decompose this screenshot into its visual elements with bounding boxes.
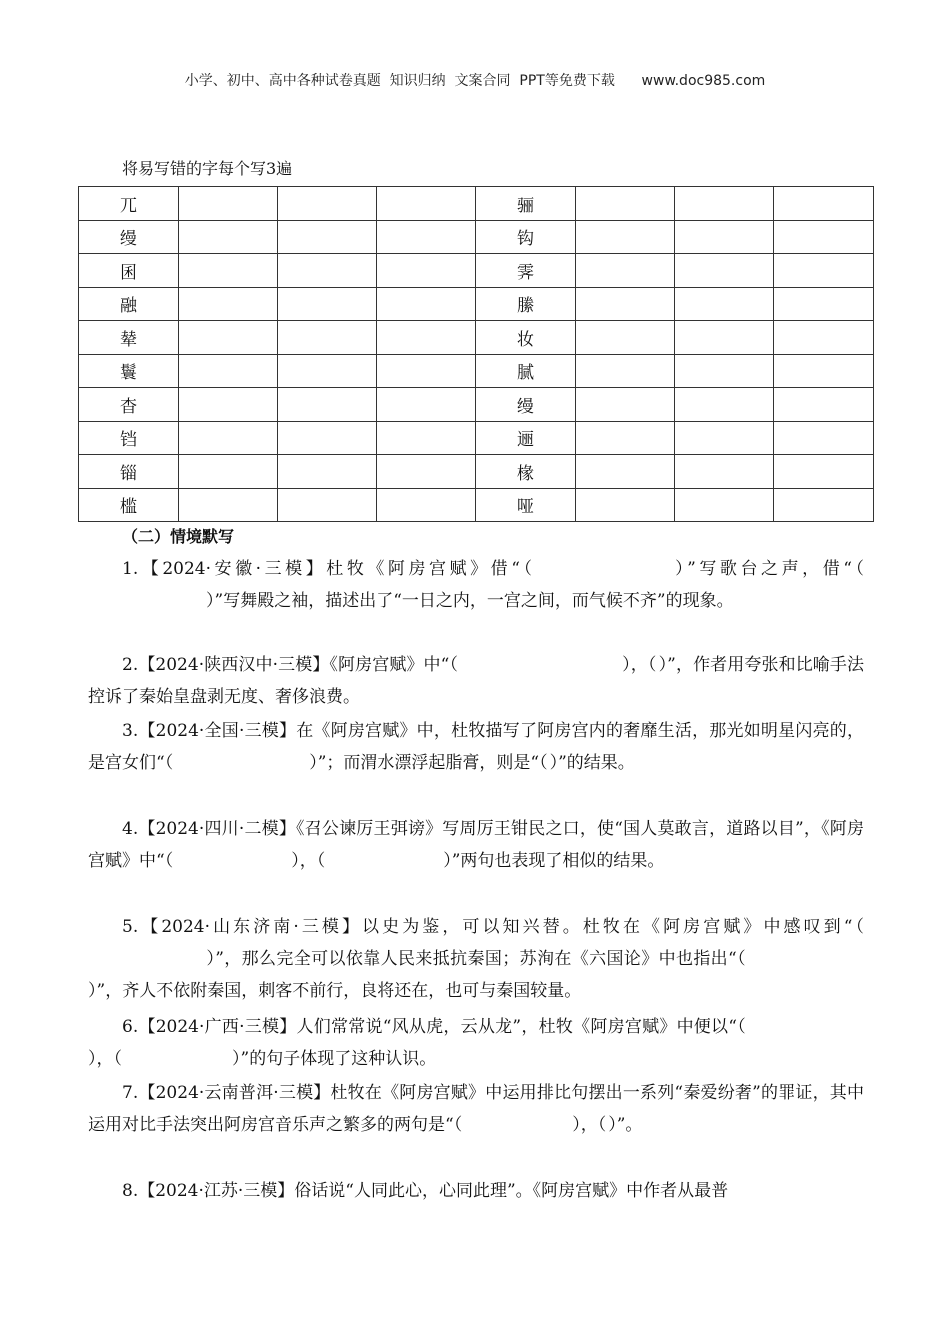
practice-cell[interactable] bbox=[774, 421, 874, 455]
table-row bbox=[79, 187, 874, 221]
table-row bbox=[79, 421, 874, 455]
practice-cell[interactable] bbox=[774, 354, 874, 388]
character-cell: 縢 bbox=[476, 287, 576, 321]
practice-cell[interactable] bbox=[179, 187, 278, 221]
question-5 bbox=[88, 911, 864, 1007]
practice-cell[interactable] bbox=[675, 187, 774, 221]
character-cell: 辇 bbox=[79, 321, 179, 355]
practice-cell[interactable] bbox=[377, 287, 476, 321]
practice-cell[interactable] bbox=[675, 287, 774, 321]
character-cell: 槛 bbox=[79, 488, 179, 522]
table-row bbox=[79, 388, 874, 422]
character-cell: 哑 bbox=[476, 488, 576, 522]
practice-cell[interactable] bbox=[179, 421, 278, 455]
character-cell: 兀 bbox=[79, 187, 179, 221]
character-cell: 缦 bbox=[476, 388, 576, 422]
instruction-text: 将易写错的字每个写3遍 bbox=[122, 159, 293, 178]
question-3 bbox=[88, 715, 864, 779]
practice-cell[interactable] bbox=[278, 421, 377, 455]
practice-cell[interactable] bbox=[774, 321, 874, 355]
character-cell: 杳 bbox=[79, 388, 179, 422]
practice-cell[interactable] bbox=[377, 220, 476, 254]
question-text: 8.【2024·江苏·三模】俗话说“人同此心，心同此理”。《阿房宫赋》中作者从最普 bbox=[122, 1181, 729, 1201]
question-text: ），（ bbox=[572, 1115, 607, 1135]
practice-cell[interactable] bbox=[774, 388, 874, 422]
section-title: （二）情境默写 bbox=[122, 527, 235, 546]
practice-table bbox=[78, 186, 874, 522]
character-cell: 腻 bbox=[476, 354, 576, 388]
practice-cell[interactable] bbox=[774, 187, 874, 221]
table-row bbox=[79, 354, 874, 388]
question-text: 3.【2024·全国·三模】在《阿房宫赋》中，杜牧描写了阿房宫内的奢靡生活，那光如明星闪亮的，是宫女们“（ bbox=[88, 721, 864, 773]
question-text: ）”写舞殿之袖，描述出了“一日之内，一宫之间，而气候不齐”的现象。 bbox=[206, 591, 734, 611]
practice-cell[interactable] bbox=[278, 388, 377, 422]
practice-cell[interactable] bbox=[179, 287, 278, 321]
character-cell: 鬟 bbox=[79, 354, 179, 388]
practice-cell[interactable] bbox=[774, 488, 874, 522]
question-text: ）”写歌台之声，借“（ bbox=[671, 559, 864, 579]
practice-cell[interactable] bbox=[179, 220, 278, 254]
practice-cell[interactable] bbox=[179, 488, 278, 522]
practice-cell[interactable] bbox=[377, 388, 476, 422]
question-7 bbox=[88, 1077, 864, 1141]
question-text: ）”；而渭水漂浮起脂膏，则是“（ bbox=[309, 753, 548, 773]
practice-cell[interactable] bbox=[774, 287, 874, 321]
practice-cell[interactable] bbox=[179, 354, 278, 388]
question-text: ）”，那么完全可以依靠人民来抵抗秦国；苏洵在《六国论》中也指出“（ bbox=[206, 949, 746, 969]
practice-cell[interactable] bbox=[377, 321, 476, 355]
practice-cell[interactable] bbox=[576, 254, 675, 288]
practice-cell[interactable] bbox=[576, 455, 675, 489]
character-cell: 钩 bbox=[476, 220, 576, 254]
practice-cell[interactable] bbox=[179, 321, 278, 355]
table-row bbox=[79, 455, 874, 489]
practice-cell[interactable] bbox=[774, 455, 874, 489]
question-text: 5.【2024·山东济南·三模】以史为鉴，可以知兴替。杜牧在《阿房宫赋》中感叹到“（ bbox=[122, 917, 864, 937]
practice-cell[interactable] bbox=[179, 388, 278, 422]
practice-cell[interactable] bbox=[675, 388, 774, 422]
practice-cell[interactable] bbox=[576, 421, 675, 455]
character-cell: 囷 bbox=[79, 254, 179, 288]
page-header: 小学、初中、高中各种试卷真题 知识归纳 文案合同 PPT等免费下载 www.doc985.com bbox=[184, 73, 766, 89]
practice-cell[interactable] bbox=[377, 354, 476, 388]
question-text: ）”的结果。 bbox=[549, 753, 635, 773]
practice-cell[interactable] bbox=[774, 254, 874, 288]
practice-cell[interactable] bbox=[774, 220, 874, 254]
table-row bbox=[79, 220, 874, 254]
practice-cell[interactable] bbox=[278, 220, 377, 254]
practice-cell[interactable] bbox=[179, 254, 278, 288]
practice-cell[interactable] bbox=[377, 455, 476, 489]
character-cell: 缦 bbox=[79, 220, 179, 254]
practice-cell[interactable] bbox=[278, 488, 377, 522]
character-cell: 逦 bbox=[476, 421, 576, 455]
character-cell: 妆 bbox=[476, 321, 576, 355]
practice-cell[interactable] bbox=[675, 421, 774, 455]
practice-cell[interactable] bbox=[576, 220, 675, 254]
question-1 bbox=[88, 553, 864, 617]
practice-cell[interactable] bbox=[278, 321, 377, 355]
practice-cell[interactable] bbox=[278, 354, 377, 388]
practice-cell[interactable] bbox=[675, 254, 774, 288]
question-text: ），（ bbox=[88, 1049, 122, 1069]
practice-cell[interactable] bbox=[278, 254, 377, 288]
question-text: 4.【2024·四川·二模】《召公谏厉王弭谤》写周厉王钳民之口，使“国人莫敢言，道路以目”，《阿房宫赋》中“（ bbox=[88, 819, 864, 871]
question-text: ）”两句也表现了相似的结果。 bbox=[443, 851, 665, 871]
practice-cell[interactable] bbox=[576, 187, 675, 221]
table-row bbox=[79, 321, 874, 355]
practice-cell[interactable] bbox=[278, 455, 377, 489]
practice-cell[interactable] bbox=[675, 220, 774, 254]
practice-cell[interactable] bbox=[278, 287, 377, 321]
practice-cell[interactable] bbox=[278, 187, 377, 221]
question-text: 6.【2024·广西·三模】人们常常说“风从虎，云从龙”，杜牧《阿房宫赋》中便以“（ bbox=[122, 1017, 746, 1037]
practice-cell[interactable] bbox=[377, 488, 476, 522]
character-cell: 骊 bbox=[476, 187, 576, 221]
table-row bbox=[79, 488, 874, 522]
practice-cell[interactable] bbox=[377, 421, 476, 455]
question-text: ），（ bbox=[291, 851, 326, 871]
practice-cell[interactable] bbox=[675, 455, 774, 489]
question-2 bbox=[88, 649, 864, 713]
question-text: ）”。 bbox=[608, 1115, 643, 1135]
question-text: ）”的句子体现了这种认识。 bbox=[232, 1049, 437, 1069]
character-cell: 铛 bbox=[79, 421, 179, 455]
practice-cell[interactable] bbox=[576, 287, 675, 321]
practice-cell[interactable] bbox=[576, 321, 675, 355]
practice-cell[interactable] bbox=[576, 354, 675, 388]
practice-cell[interactable] bbox=[377, 254, 476, 288]
practice-cell[interactable] bbox=[675, 321, 774, 355]
question-text: 2.【2024·陕西汉中·三模】《阿房宫赋》中“（ bbox=[122, 655, 459, 675]
table-row bbox=[79, 287, 874, 321]
question-text: ）”，作者用夸张和比喻手法控诉了秦始皇盘剥无度、奢侈浪费。 bbox=[88, 655, 864, 707]
question-text: ）”，齐人不依附秦国，刺客不前行，良将还在，也可与秦国较量。 bbox=[88, 981, 582, 1001]
practice-cell[interactable] bbox=[675, 488, 774, 522]
practice-cell[interactable] bbox=[675, 354, 774, 388]
character-cell: 融 bbox=[79, 287, 179, 321]
question-8 bbox=[88, 1175, 864, 1207]
table-row bbox=[79, 254, 874, 288]
question-6 bbox=[88, 1011, 864, 1075]
question-text: 1.【2024·安徽·三模】杜牧《阿房宫赋》借“（ bbox=[122, 559, 536, 579]
question-text: 7.【2024·云南普洱·三模】杜牧在《阿房宫赋》中运用排比句摆出一系列“秦爱纷奢”的罪证，其中运用对比手法突出阿房宫音乐声之繁多的两句是“（ bbox=[88, 1083, 864, 1135]
question-text: ），（ bbox=[622, 655, 657, 675]
question-4 bbox=[88, 813, 864, 877]
character-cell: 椽 bbox=[476, 455, 576, 489]
practice-cell[interactable] bbox=[377, 187, 476, 221]
practice-cell[interactable] bbox=[576, 388, 675, 422]
character-cell: 锱 bbox=[79, 455, 179, 489]
practice-cell[interactable] bbox=[179, 455, 278, 489]
practice-cell[interactable] bbox=[576, 488, 675, 522]
character-cell: 霁 bbox=[476, 254, 576, 288]
